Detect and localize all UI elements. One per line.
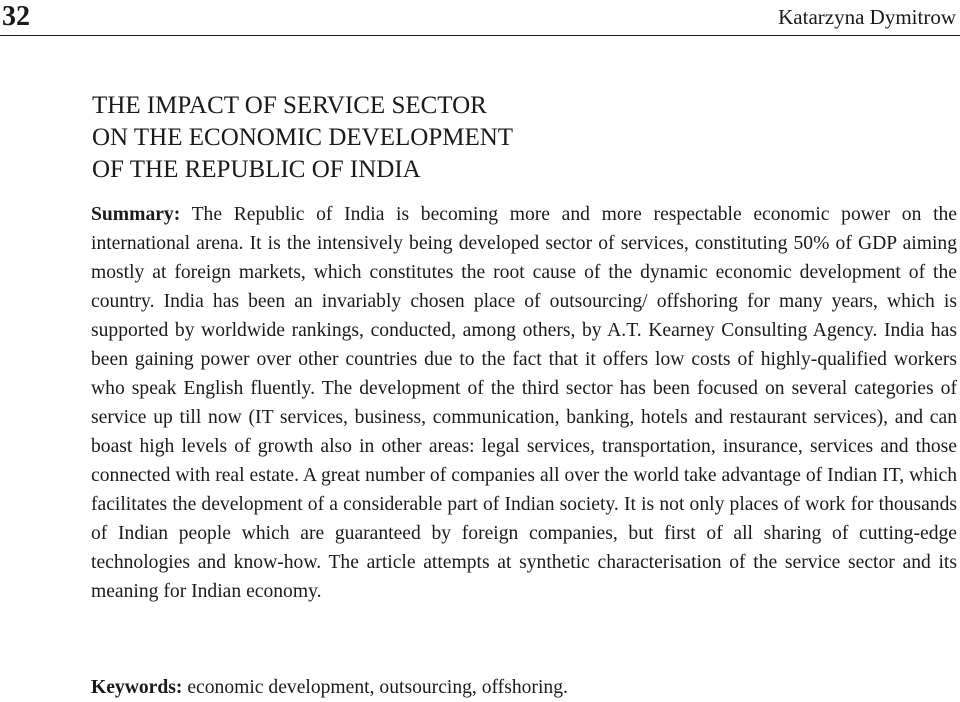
running-author: Katarzyna Dymitrow <box>778 5 956 29</box>
summary-text: The Republic of India is becoming more and more respectable economic power on the international arena. It is the intensively being developed sector of services, constituting 50% of GDP aiming mostly at foreign markets, which constitutes the root cause of the dynamic economic development of the country. India has been an invariably chosen place of outsourcing/ offshoring for many years, which is supported by worldwide rankings, conducted, among others, by A.T. Kearney Consulting Agency. India has been gaining power over other countries due to the fact that it offers low costs of highly-qualified workers who speak English fluently. The development of the third sector has been focused on several categories of service up till now (IT services, business, communication, banking, hotels and restaurant services), and can boast high levels of growth also in other areas: legal services, transportation, insurance, services and those connected with real estate. A great number of companies all over the world take advantage of Indian IT, which facilitates the development of a considerable part of Indian society. It is not only places of work for thousands of Indian people which are guaranteed by foreign companies, but first of all sharing of cutting-edge technologies and know-how. The article attempts at synthetic characterisation of the service sector and its meaning for Indian economy. <box>91 204 958 602</box>
keywords-label: Keywords: <box>91 677 183 698</box>
running-header <box>0 0 960 36</box>
title-line: OF THE REPUBLIC OF INDIA <box>92 155 421 183</box>
article-title <box>92 90 892 186</box>
keywords-text: economic development, outsourcing, offshoring. <box>187 677 568 698</box>
keywords-paragraph <box>91 673 957 702</box>
title-line: THE IMPACT OF SERVICE SECTOR <box>92 91 487 119</box>
title-line: ON THE ECONOMIC DEVELOPMENT <box>92 123 514 151</box>
page-number: 32 <box>2 1 30 32</box>
summary-paragraph <box>91 200 957 606</box>
summary-label: Summary: <box>91 204 181 225</box>
